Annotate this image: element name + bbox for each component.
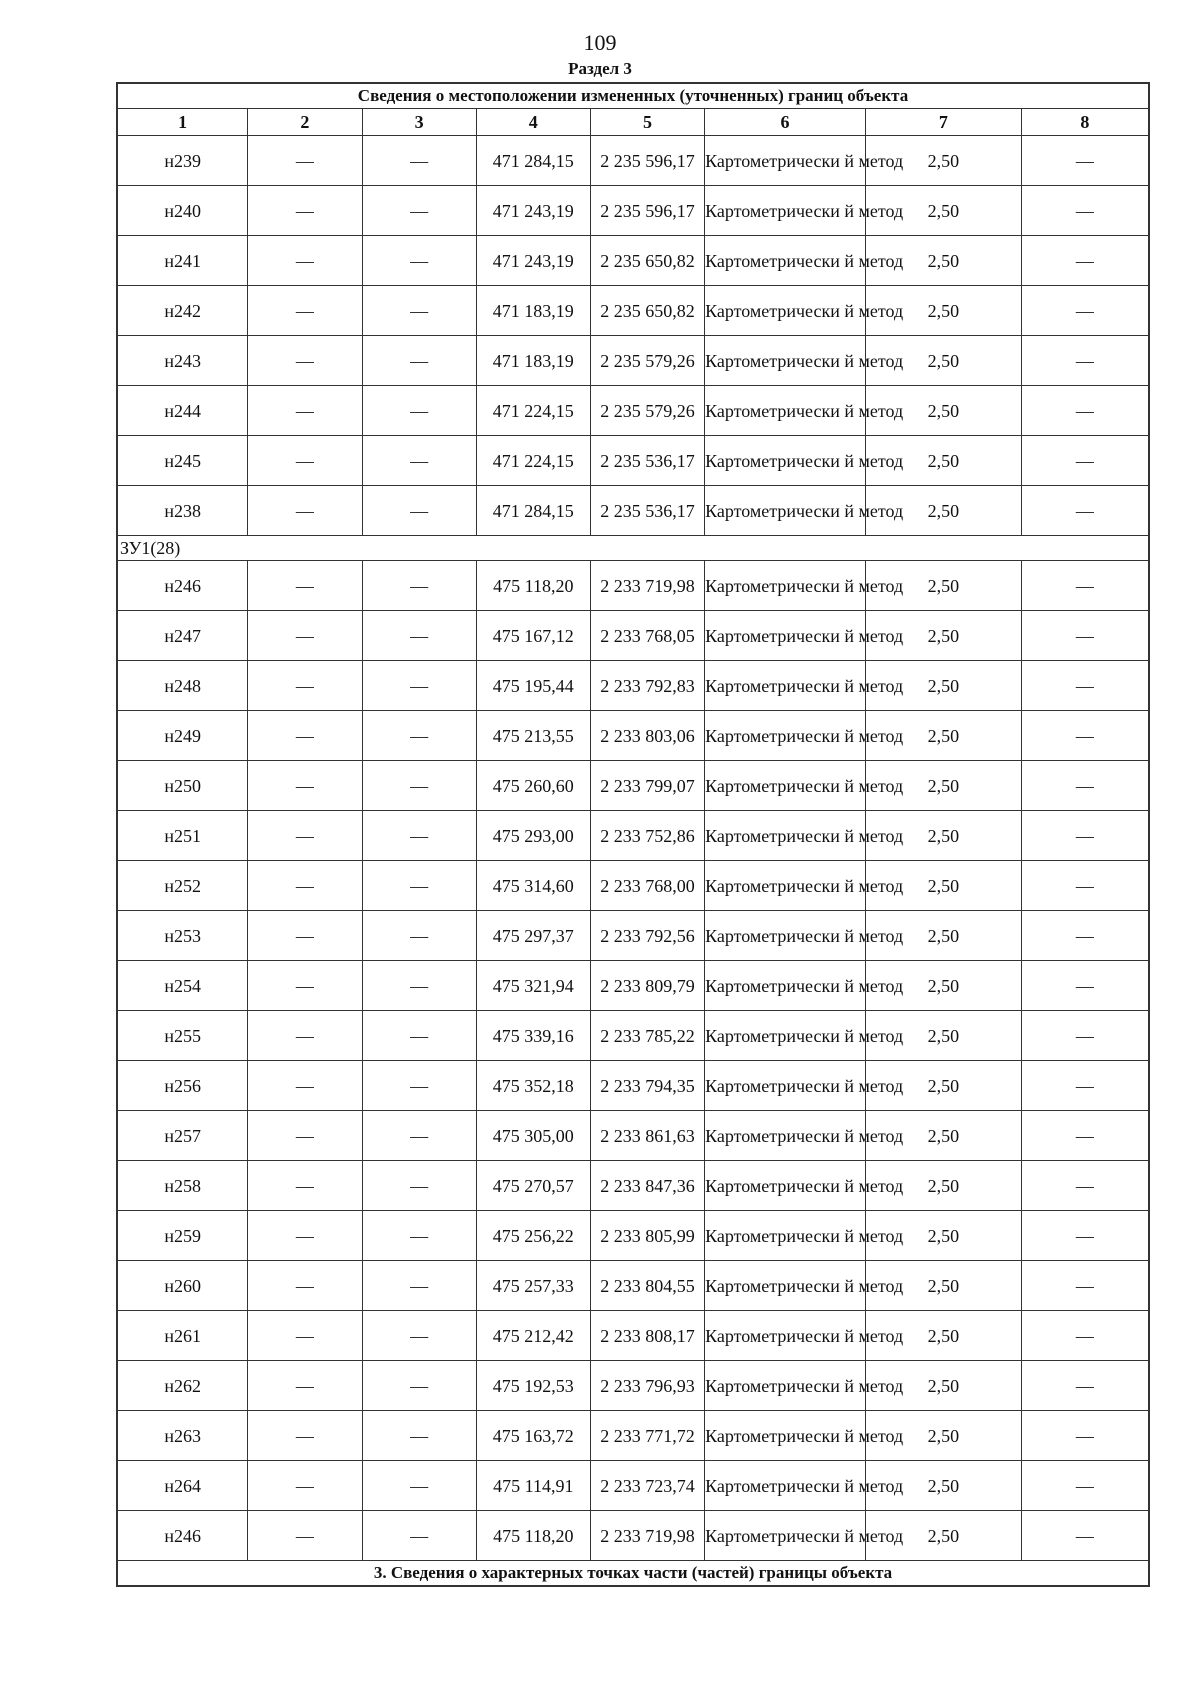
col-3-value: — bbox=[362, 1361, 476, 1411]
col-8-value: — bbox=[1021, 1211, 1149, 1261]
accuracy: 2,50 bbox=[865, 861, 1021, 911]
y-coordinate: 2 235 579,26 bbox=[590, 386, 704, 436]
accuracy: 2,50 bbox=[865, 386, 1021, 436]
x-coordinate: 471 183,19 bbox=[476, 286, 590, 336]
point-name: н252 bbox=[117, 861, 248, 911]
group-label: ЗУ1(28) bbox=[117, 536, 1149, 561]
column-number-4: 4 bbox=[476, 109, 590, 136]
method: Картометрически й метод bbox=[705, 1261, 866, 1311]
y-coordinate: 2 233 796,93 bbox=[590, 1361, 704, 1411]
table-row bbox=[117, 1411, 1149, 1461]
table-row bbox=[117, 611, 1149, 661]
method: Картометрически й метод bbox=[705, 486, 866, 536]
table-row bbox=[117, 761, 1149, 811]
x-coordinate: 475 213,55 bbox=[476, 711, 590, 761]
point-name: н245 bbox=[117, 436, 248, 486]
accuracy: 2,50 bbox=[865, 1111, 1021, 1161]
column-number-3: 3 bbox=[362, 109, 476, 136]
table-row bbox=[117, 1311, 1149, 1361]
accuracy: 2,50 bbox=[865, 711, 1021, 761]
method: Картометрически й метод bbox=[705, 436, 866, 486]
col-3-value: — bbox=[362, 1411, 476, 1461]
accuracy: 2,50 bbox=[865, 1411, 1021, 1461]
table-row bbox=[117, 661, 1149, 711]
col-2-value: — bbox=[248, 1011, 362, 1061]
table-footer-row bbox=[117, 1561, 1149, 1587]
y-coordinate: 2 235 650,82 bbox=[590, 236, 704, 286]
method: Картометрически й метод bbox=[705, 336, 866, 386]
point-name: н264 bbox=[117, 1461, 248, 1511]
x-coordinate: 475 212,42 bbox=[476, 1311, 590, 1361]
col-2-value: — bbox=[248, 961, 362, 1011]
point-name: н259 bbox=[117, 1211, 248, 1261]
col-3-value: — bbox=[362, 1311, 476, 1361]
accuracy: 2,50 bbox=[865, 1511, 1021, 1561]
col-8-value: — bbox=[1021, 1111, 1149, 1161]
point-name: н262 bbox=[117, 1361, 248, 1411]
col-8-value: — bbox=[1021, 436, 1149, 486]
y-coordinate: 2 233 847,36 bbox=[590, 1161, 704, 1211]
x-coordinate: 475 293,00 bbox=[476, 811, 590, 861]
accuracy: 2,50 bbox=[865, 1061, 1021, 1111]
accuracy: 2,50 bbox=[865, 1461, 1021, 1511]
x-coordinate: 475 192,53 bbox=[476, 1361, 590, 1411]
point-name: н241 bbox=[117, 236, 248, 286]
col-3-value: — bbox=[362, 436, 476, 486]
x-coordinate: 475 352,18 bbox=[476, 1061, 590, 1111]
table-caption-row bbox=[117, 83, 1149, 109]
accuracy: 2,50 bbox=[865, 961, 1021, 1011]
col-8-value: — bbox=[1021, 811, 1149, 861]
point-name: н250 bbox=[117, 761, 248, 811]
y-coordinate: 2 233 768,05 bbox=[590, 611, 704, 661]
method: Картометрически й метод bbox=[705, 386, 866, 436]
table-row bbox=[117, 386, 1149, 436]
col-8-value: — bbox=[1021, 1261, 1149, 1311]
table-row bbox=[117, 236, 1149, 286]
method: Картометрически й метод bbox=[705, 611, 866, 661]
method: Картометрически й метод bbox=[705, 711, 866, 761]
col-8-value: — bbox=[1021, 1011, 1149, 1061]
accuracy: 2,50 bbox=[865, 436, 1021, 486]
y-coordinate: 2 235 596,17 bbox=[590, 186, 704, 236]
col-3-value: — bbox=[362, 711, 476, 761]
x-coordinate: 475 256,22 bbox=[476, 1211, 590, 1261]
accuracy: 2,50 bbox=[865, 1011, 1021, 1061]
y-coordinate: 2 233 809,79 bbox=[590, 961, 704, 1011]
col-3-value: — bbox=[362, 1261, 476, 1311]
col-8-value: — bbox=[1021, 911, 1149, 961]
table-row bbox=[117, 1061, 1149, 1111]
point-name: н239 bbox=[117, 136, 248, 186]
y-coordinate: 2 233 752,86 bbox=[590, 811, 704, 861]
method: Картометрически й метод bbox=[705, 1061, 866, 1111]
point-name: н257 bbox=[117, 1111, 248, 1161]
y-coordinate: 2 233 804,55 bbox=[590, 1261, 704, 1311]
method: Картометрически й метод bbox=[705, 1361, 866, 1411]
col-3-value: — bbox=[362, 611, 476, 661]
method: Картометрически й метод bbox=[705, 236, 866, 286]
section-title: Раздел 3 bbox=[568, 59, 632, 78]
col-2-value: — bbox=[248, 336, 362, 386]
col-3-value: — bbox=[362, 961, 476, 1011]
x-coordinate: 475 118,20 bbox=[476, 561, 590, 611]
y-coordinate: 2 233 771,72 bbox=[590, 1411, 704, 1461]
table-caption: Сведения о местоположении измененных (уточненных) границ объекта bbox=[117, 83, 1149, 109]
accuracy: 2,50 bbox=[865, 661, 1021, 711]
accuracy: 2,50 bbox=[865, 1261, 1021, 1311]
table-row bbox=[117, 286, 1149, 336]
column-number-2: 2 bbox=[248, 109, 362, 136]
x-coordinate: 475 314,60 bbox=[476, 861, 590, 911]
table-row bbox=[117, 186, 1149, 236]
col-2-value: — bbox=[248, 1361, 362, 1411]
method: Картометрически й метод bbox=[705, 561, 866, 611]
method: Картометрически й метод bbox=[705, 1111, 866, 1161]
y-coordinate: 2 233 792,56 bbox=[590, 911, 704, 961]
col-3-value: — bbox=[362, 1511, 476, 1561]
col-2-value: — bbox=[248, 436, 362, 486]
y-coordinate: 2 233 768,00 bbox=[590, 861, 704, 911]
col-8-value: — bbox=[1021, 236, 1149, 286]
accuracy: 2,50 bbox=[865, 186, 1021, 236]
col-8-value: — bbox=[1021, 336, 1149, 386]
y-coordinate: 2 233 861,63 bbox=[590, 1111, 704, 1161]
col-2-value: — bbox=[248, 1161, 362, 1211]
method: Картометрически й метод bbox=[705, 811, 866, 861]
point-name: н246 bbox=[117, 561, 248, 611]
col-8-value: — bbox=[1021, 561, 1149, 611]
y-coordinate: 2 235 536,17 bbox=[590, 486, 704, 536]
accuracy: 2,50 bbox=[865, 1311, 1021, 1361]
col-2-value: — bbox=[248, 1211, 362, 1261]
table-row bbox=[117, 336, 1149, 386]
x-coordinate: 475 163,72 bbox=[476, 1411, 590, 1461]
col-3-value: — bbox=[362, 486, 476, 536]
point-name: н255 bbox=[117, 1011, 248, 1061]
x-coordinate: 475 195,44 bbox=[476, 661, 590, 711]
table-row bbox=[117, 811, 1149, 861]
table-row bbox=[117, 1161, 1149, 1211]
point-name: н244 bbox=[117, 386, 248, 436]
method: Картометрически й метод bbox=[705, 1461, 866, 1511]
x-coordinate: 471 284,15 bbox=[476, 486, 590, 536]
col-8-value: — bbox=[1021, 1511, 1149, 1561]
col-3-value: — bbox=[362, 236, 476, 286]
table-row bbox=[117, 1011, 1149, 1061]
point-name: н242 bbox=[117, 286, 248, 336]
col-2-value: — bbox=[248, 611, 362, 661]
method: Картометрически й метод bbox=[705, 1161, 866, 1211]
point-name: н261 bbox=[117, 1311, 248, 1361]
table-row bbox=[117, 561, 1149, 611]
col-3-value: — bbox=[362, 1161, 476, 1211]
point-name: н258 bbox=[117, 1161, 248, 1211]
method: Картометрически й метод bbox=[705, 911, 866, 961]
x-coordinate: 475 305,00 bbox=[476, 1111, 590, 1161]
col-3-value: — bbox=[362, 811, 476, 861]
accuracy: 2,50 bbox=[865, 1161, 1021, 1211]
x-coordinate: 471 224,15 bbox=[476, 436, 590, 486]
y-coordinate: 2 233 803,06 bbox=[590, 711, 704, 761]
x-coordinate: 475 321,94 bbox=[476, 961, 590, 1011]
table-row bbox=[117, 136, 1149, 186]
col-2-value: — bbox=[248, 136, 362, 186]
col-2-value: — bbox=[248, 661, 362, 711]
table-row bbox=[117, 436, 1149, 486]
y-coordinate: 2 233 792,83 bbox=[590, 661, 704, 711]
method: Картометрически й метод bbox=[705, 1011, 866, 1061]
col-3-value: — bbox=[362, 186, 476, 236]
col-3-value: — bbox=[362, 861, 476, 911]
y-coordinate: 2 233 723,74 bbox=[590, 1461, 704, 1511]
method: Картометрически й метод bbox=[705, 761, 866, 811]
col-2-value: — bbox=[248, 1411, 362, 1461]
col-2-value: — bbox=[248, 1461, 362, 1511]
col-2-value: — bbox=[248, 486, 362, 536]
point-name: н238 bbox=[117, 486, 248, 536]
method: Картометрически й метод bbox=[705, 1311, 866, 1361]
column-number-7: 7 bbox=[865, 109, 1021, 136]
col-3-value: — bbox=[362, 136, 476, 186]
x-coordinate: 475 257,33 bbox=[476, 1261, 590, 1311]
col-2-value: — bbox=[248, 561, 362, 611]
method: Картометрически й метод bbox=[705, 286, 866, 336]
y-coordinate: 2 233 805,99 bbox=[590, 1211, 704, 1261]
column-number-6: 6 bbox=[705, 109, 866, 136]
method: Картометрически й метод bbox=[705, 961, 866, 1011]
column-number-8: 8 bbox=[1021, 109, 1149, 136]
col-2-value: — bbox=[248, 286, 362, 336]
accuracy: 2,50 bbox=[865, 761, 1021, 811]
col-2-value: — bbox=[248, 1511, 362, 1561]
col-8-value: — bbox=[1021, 486, 1149, 536]
table-footer: 3. Сведения о характерных точках части (частей) границы объекта bbox=[117, 1561, 1149, 1587]
col-2-value: — bbox=[248, 911, 362, 961]
point-name: н248 bbox=[117, 661, 248, 711]
method: Картометрически й метод bbox=[705, 186, 866, 236]
point-name: н254 bbox=[117, 961, 248, 1011]
point-name: н246 bbox=[117, 1511, 248, 1561]
col-8-value: — bbox=[1021, 1061, 1149, 1111]
accuracy: 2,50 bbox=[865, 336, 1021, 386]
accuracy: 2,50 bbox=[865, 811, 1021, 861]
col-3-value: — bbox=[362, 1211, 476, 1261]
col-8-value: — bbox=[1021, 961, 1149, 1011]
point-name: н251 bbox=[117, 811, 248, 861]
point-name: н240 bbox=[117, 186, 248, 236]
point-name: н260 bbox=[117, 1261, 248, 1311]
accuracy: 2,50 bbox=[865, 286, 1021, 336]
col-2-value: — bbox=[248, 236, 362, 286]
y-coordinate: 2 235 596,17 bbox=[590, 136, 704, 186]
x-coordinate: 471 243,19 bbox=[476, 236, 590, 286]
x-coordinate: 475 270,57 bbox=[476, 1161, 590, 1211]
point-name: н247 bbox=[117, 611, 248, 661]
y-coordinate: 2 233 794,35 bbox=[590, 1061, 704, 1111]
col-3-value: — bbox=[362, 1011, 476, 1061]
col-8-value: — bbox=[1021, 861, 1149, 911]
y-coordinate: 2 233 785,22 bbox=[590, 1011, 704, 1061]
y-coordinate: 2 233 808,17 bbox=[590, 1311, 704, 1361]
accuracy: 2,50 bbox=[865, 1211, 1021, 1261]
point-name: н256 bbox=[117, 1061, 248, 1111]
x-coordinate: 475 167,12 bbox=[476, 611, 590, 661]
boundary-points-table bbox=[116, 82, 1150, 1587]
table-row bbox=[117, 1511, 1149, 1561]
x-coordinate: 471 284,15 bbox=[476, 136, 590, 186]
table-row bbox=[117, 1361, 1149, 1411]
method: Картометрически й метод bbox=[705, 1411, 866, 1461]
x-coordinate: 475 339,16 bbox=[476, 1011, 590, 1061]
col-3-value: — bbox=[362, 1061, 476, 1111]
table-row bbox=[117, 711, 1149, 761]
table-row bbox=[117, 486, 1149, 536]
accuracy: 2,50 bbox=[865, 486, 1021, 536]
method: Картометрически й метод bbox=[705, 1211, 866, 1261]
table-row bbox=[117, 1261, 1149, 1311]
col-2-value: — bbox=[248, 1261, 362, 1311]
x-coordinate: 471 243,19 bbox=[476, 186, 590, 236]
col-3-value: — bbox=[362, 286, 476, 336]
col-2-value: — bbox=[248, 186, 362, 236]
method: Картометрически й метод bbox=[705, 1511, 866, 1561]
col-3-value: — bbox=[362, 386, 476, 436]
method: Картометрически й метод bbox=[705, 661, 866, 711]
group-row bbox=[117, 536, 1149, 561]
method: Картометрически й метод bbox=[705, 136, 866, 186]
table-row bbox=[117, 961, 1149, 1011]
col-2-value: — bbox=[248, 761, 362, 811]
col-3-value: — bbox=[362, 336, 476, 386]
accuracy: 2,50 bbox=[865, 1361, 1021, 1411]
col-8-value: — bbox=[1021, 286, 1149, 336]
table-row bbox=[117, 1461, 1149, 1511]
col-2-value: — bbox=[248, 861, 362, 911]
col-8-value: — bbox=[1021, 186, 1149, 236]
col-8-value: — bbox=[1021, 1161, 1149, 1211]
col-3-value: — bbox=[362, 911, 476, 961]
point-name: н249 bbox=[117, 711, 248, 761]
col-8-value: — bbox=[1021, 761, 1149, 811]
y-coordinate: 2 235 579,26 bbox=[590, 336, 704, 386]
x-coordinate: 475 114,91 bbox=[476, 1461, 590, 1511]
col-2-value: — bbox=[248, 711, 362, 761]
accuracy: 2,50 bbox=[865, 236, 1021, 286]
col-8-value: — bbox=[1021, 661, 1149, 711]
col-3-value: — bbox=[362, 1461, 476, 1511]
table-row bbox=[117, 1111, 1149, 1161]
x-coordinate: 471 183,19 bbox=[476, 336, 590, 386]
point-name: н253 bbox=[117, 911, 248, 961]
accuracy: 2,50 bbox=[865, 611, 1021, 661]
col-3-value: — bbox=[362, 761, 476, 811]
col-8-value: — bbox=[1021, 611, 1149, 661]
col-8-value: — bbox=[1021, 711, 1149, 761]
point-name: н263 bbox=[117, 1411, 248, 1461]
x-coordinate: 475 297,37 bbox=[476, 911, 590, 961]
y-coordinate: 2 233 719,98 bbox=[590, 1511, 704, 1561]
y-coordinate: 2 233 719,98 bbox=[590, 561, 704, 611]
column-number-1: 1 bbox=[117, 109, 248, 136]
y-coordinate: 2 233 799,07 bbox=[590, 761, 704, 811]
col-2-value: — bbox=[248, 386, 362, 436]
x-coordinate: 475 260,60 bbox=[476, 761, 590, 811]
col-2-value: — bbox=[248, 1311, 362, 1361]
method: Картометрически й метод bbox=[705, 861, 866, 911]
col-3-value: — bbox=[362, 1111, 476, 1161]
page-number: 109 bbox=[583, 30, 617, 55]
column-number-5: 5 bbox=[590, 109, 704, 136]
x-coordinate: 475 118,20 bbox=[476, 1511, 590, 1561]
accuracy: 2,50 bbox=[865, 561, 1021, 611]
column-number-row bbox=[117, 109, 1149, 136]
table-row bbox=[117, 1211, 1149, 1261]
col-2-value: — bbox=[248, 1061, 362, 1111]
col-2-value: — bbox=[248, 1111, 362, 1161]
x-coordinate: 471 224,15 bbox=[476, 386, 590, 436]
col-8-value: — bbox=[1021, 1461, 1149, 1511]
accuracy: 2,50 bbox=[865, 911, 1021, 961]
y-coordinate: 2 235 650,82 bbox=[590, 286, 704, 336]
point-name: н243 bbox=[117, 336, 248, 386]
table-row bbox=[117, 911, 1149, 961]
col-3-value: — bbox=[362, 661, 476, 711]
col-8-value: — bbox=[1021, 1411, 1149, 1461]
col-8-value: — bbox=[1021, 1361, 1149, 1411]
col-2-value: — bbox=[248, 811, 362, 861]
y-coordinate: 2 235 536,17 bbox=[590, 436, 704, 486]
col-8-value: — bbox=[1021, 1311, 1149, 1361]
accuracy: 2,50 bbox=[865, 136, 1021, 186]
col-3-value: — bbox=[362, 561, 476, 611]
col-8-value: — bbox=[1021, 136, 1149, 186]
col-8-value: — bbox=[1021, 386, 1149, 436]
table-row bbox=[117, 861, 1149, 911]
